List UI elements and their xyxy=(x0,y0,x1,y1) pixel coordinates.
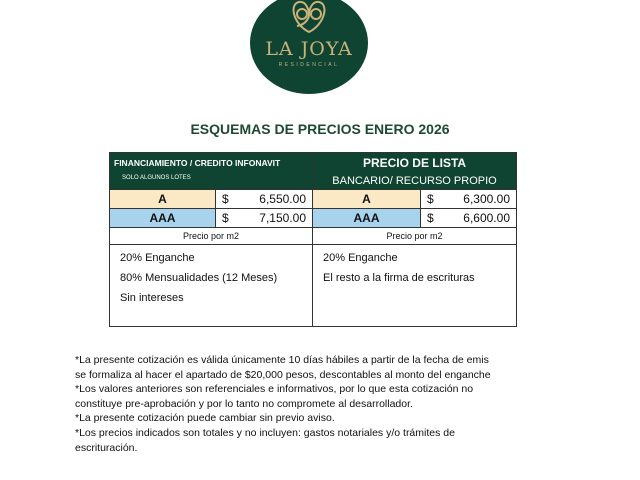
disclaimer-notes xyxy=(75,353,545,455)
financing-tier-aaa: AAA xyxy=(110,209,216,228)
financing-header-note: SOLO ALGUNOS LOTES xyxy=(122,175,191,181)
financing-terms xyxy=(110,245,313,327)
table-row xyxy=(110,245,517,327)
page-title: ESQUEMAS DE PRECIOS ENERO 2026 xyxy=(190,121,450,137)
logo xyxy=(250,0,368,94)
logo-emblem-icon xyxy=(283,0,335,36)
table-row xyxy=(110,209,517,228)
logo-subtitle: RESIDENCIAL xyxy=(278,62,340,68)
note-line: escrituración. xyxy=(75,441,138,454)
financing-header-title: FINANCIAMIENTO / CREDITO INFONAVIT xyxy=(114,158,281,168)
currency-symbol: $ xyxy=(427,192,434,206)
price-value: 7,150.00 xyxy=(259,211,306,225)
list-price-header xyxy=(313,153,517,190)
price-value: 6,550.00 xyxy=(259,192,306,206)
list-tier-a: A xyxy=(313,190,421,209)
table-row xyxy=(110,190,517,209)
note-line: se formaliza al hacer el apartado de $20,000 pesos, descontables al monto del enganche xyxy=(75,368,491,381)
financing-price-aaa xyxy=(216,209,313,228)
currency-symbol: $ xyxy=(427,211,434,225)
currency-symbol: $ xyxy=(222,211,229,225)
note-line: constituye pre-aprobación y por lo tanto no compromete al desarrollador. xyxy=(75,397,413,410)
list-price-header-subtitle: BANCARIO/ RECURSO PROPIO xyxy=(332,175,497,187)
price-table xyxy=(109,152,517,327)
list-price-terms xyxy=(313,245,517,327)
list-price-a xyxy=(421,190,517,209)
financing-tier-a: A xyxy=(110,190,216,209)
note-line: *Los precios indicados son totales y no incluyen: gastos notariales y/o trámites de xyxy=(75,426,455,439)
table-row xyxy=(110,228,517,245)
financing-term: 80% Mensualidades (12 Meses) xyxy=(120,272,278,284)
list-price-aaa xyxy=(421,209,517,228)
note-line: *La presente cotización es válida únicamente 10 días hábiles a partir de la fecha de emis xyxy=(75,354,489,366)
logo-name: LA JOYA xyxy=(265,38,353,60)
price-value: 6,600.00 xyxy=(463,211,510,225)
financing-term: Sin intereses xyxy=(120,292,184,304)
list-price-term: 20% Enganche xyxy=(323,252,398,264)
price-value: 6,300.00 xyxy=(463,192,510,206)
financing-header xyxy=(110,153,313,190)
currency-symbol: $ xyxy=(222,192,229,206)
financing-price-a xyxy=(216,190,313,209)
note-line: *La presente cotización puede cambiar sin previo aviso. xyxy=(75,412,335,425)
financing-price-unit: Precio por m2 xyxy=(110,228,313,245)
list-tier-aaa: AAA xyxy=(313,209,421,228)
list-price-unit: Precio por m2 xyxy=(313,228,517,245)
note-line: *Los valores anteriores son referenciales e informativos, por lo que esta cotización no xyxy=(75,383,474,396)
financing-term: 20% Enganche xyxy=(120,252,195,264)
list-price-header-title: PRECIO DE LISTA xyxy=(362,156,467,170)
list-price-term: El resto a la firma de escrituras xyxy=(323,272,475,284)
